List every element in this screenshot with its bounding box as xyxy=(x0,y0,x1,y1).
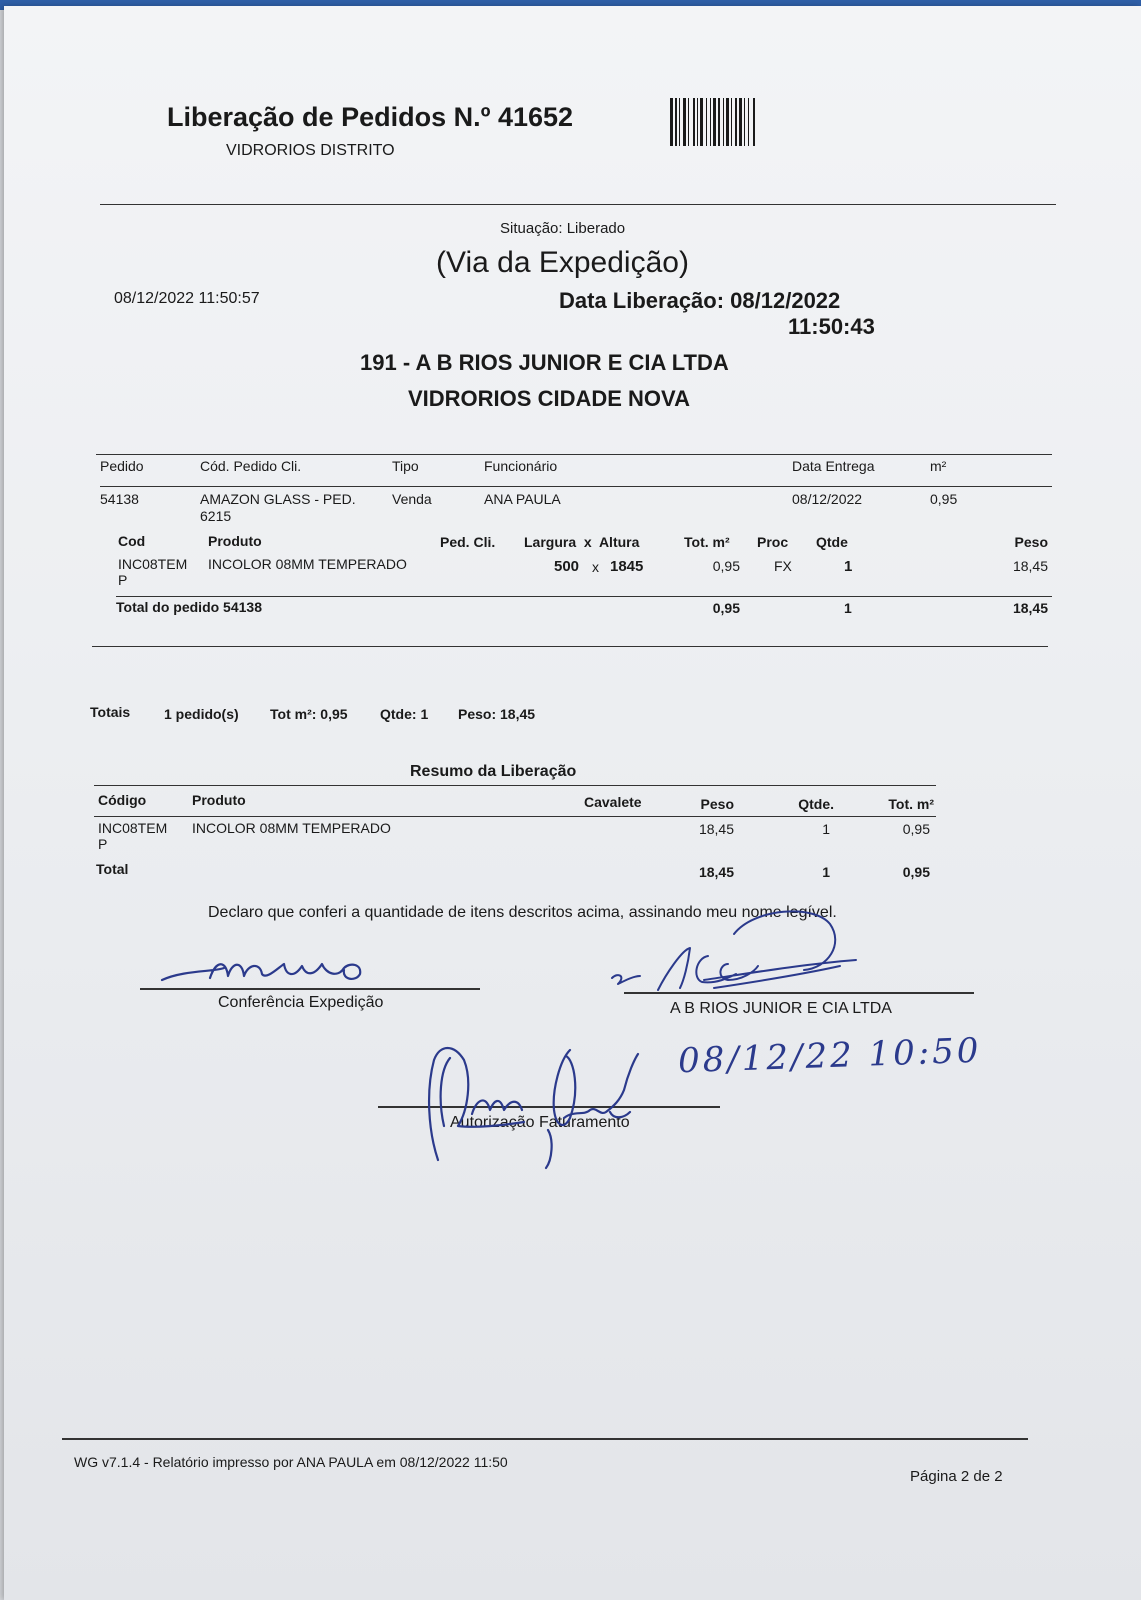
conferencia-label: Conferência Expedição xyxy=(218,994,384,1011)
item-header-qtde: Qtde xyxy=(816,534,848,550)
summary-peso: 18,45 xyxy=(698,821,734,837)
summary-total-label: Total xyxy=(96,861,129,877)
barcode-bar xyxy=(697,98,698,146)
order-m2: 0,95 xyxy=(930,491,958,507)
barcode-bar xyxy=(706,98,707,146)
barcode-bar xyxy=(718,98,720,146)
copy-type: (Via da Expedição) xyxy=(436,246,689,279)
barcode-bar xyxy=(710,98,711,146)
order-total-label: Total do pedido 54138 xyxy=(116,599,262,615)
item-dimension-separator: x xyxy=(592,559,599,575)
item-qtde: 1 xyxy=(844,558,853,575)
totals-peso: Peso: 18,45 xyxy=(458,706,536,722)
conferencia-signature xyxy=(154,950,394,990)
document-title: Liberação de Pedidos N.º 41652 xyxy=(167,102,574,132)
order-table-top-line xyxy=(96,454,1052,455)
barcode-bar xyxy=(726,98,729,146)
autorizacao-label: Autorização Faturamento xyxy=(450,1114,630,1131)
totals-m2: Tot m²: 0,95 xyxy=(270,706,348,722)
totals-label: Totais xyxy=(90,704,131,720)
col-header-cod-pedido-cli: Cód. Pedido Cli. xyxy=(200,458,302,474)
footer-printed-by: WG v7.1.4 - Relatório impresso por ANA PAULA em 08/12/2022 11:50 xyxy=(74,1454,508,1470)
summary-header-line xyxy=(94,816,936,817)
barcode-bar xyxy=(693,98,695,146)
summary-top-line xyxy=(94,785,936,786)
footer-page-number: Página 2 de 2 xyxy=(910,1468,1003,1485)
item-height: 1845 xyxy=(610,558,644,575)
summary-tot-m2: 0,95 xyxy=(902,821,930,837)
item-peso: 18,45 xyxy=(1012,558,1048,574)
order-type: Venda xyxy=(392,491,432,507)
autorizacao-signature xyxy=(414,1030,654,1170)
summary-header-codigo: Código xyxy=(98,792,147,808)
summary-total-qtde: 1 xyxy=(822,864,830,880)
col-header-m2: m² xyxy=(930,458,947,474)
order-table-header-line xyxy=(100,486,1052,487)
col-header-data-entrega: Data Entrega xyxy=(792,458,875,474)
client-order-code: AMAZON GLASS - PED. xyxy=(200,491,356,507)
client-signature xyxy=(604,904,884,996)
barcode-bar xyxy=(700,98,703,146)
document-page xyxy=(4,6,1141,1600)
delivery-date: 08/12/2022 xyxy=(792,491,863,507)
release-time: 11:50:43 xyxy=(788,314,875,339)
summary-total-tot-m2: 0,95 xyxy=(902,864,930,880)
barcode-bar xyxy=(679,98,680,146)
item-header-peso: Peso xyxy=(1014,534,1048,550)
barcode-bar xyxy=(744,98,745,146)
summary-header-tot-m2: Tot. m² xyxy=(888,796,934,812)
item-header-produto: Produto xyxy=(208,533,262,549)
barcode-bar xyxy=(753,98,755,146)
item-header-tot-m2: Tot. m² xyxy=(684,534,730,550)
order-total-peso: 18,45 xyxy=(1012,600,1048,616)
summary-code: INC08TEM xyxy=(98,820,168,836)
handwritten-date: 08/12/22 10:50 xyxy=(677,1030,983,1082)
item-width: 500 xyxy=(554,558,580,575)
order-table-bottom-line xyxy=(92,646,1048,647)
item-header-cod: Cod xyxy=(118,533,146,549)
summary-title: Resumo da Liberação xyxy=(410,763,577,780)
client-order-code-cont: 6215 xyxy=(200,508,232,524)
client-store: VIDRORIOS CIDADE NOVA xyxy=(408,386,690,411)
order-total-qtde: 1 xyxy=(844,600,852,616)
totals-orders: 1 pedido(s) xyxy=(164,706,239,722)
order-total-m2: 0,95 xyxy=(712,600,740,616)
summary-header-qtde: Qtde. xyxy=(798,796,834,812)
print-datetime: 08/12/2022 11:50:57 xyxy=(114,290,260,307)
footer-divider xyxy=(62,1438,1028,1440)
order-number: 54138 xyxy=(100,491,139,507)
item-header-largura-altura: Largura x Altura xyxy=(524,534,640,550)
col-header-funcionario: Funcionário xyxy=(484,458,558,474)
company-name: VIDRORIOS DISTRITO xyxy=(226,142,395,159)
item-tot-m2: 0,95 xyxy=(712,558,740,574)
summary-product: INCOLOR 08MM TEMPERADO xyxy=(192,820,391,836)
declaration-text: Declaro que conferi a quantidade de itens descritos acima, assinando meu nome legível. xyxy=(208,904,837,921)
item-header-proc: Proc xyxy=(757,534,789,550)
item-header-ped-cli: Ped. Cli. xyxy=(440,534,496,550)
order-employee: ANA PAULA xyxy=(484,491,561,507)
summary-header-produto: Produto xyxy=(192,792,246,808)
totals-qtde: Qtde: 1 xyxy=(380,706,429,722)
item-code-cont: P xyxy=(118,572,128,588)
barcode-bar xyxy=(675,98,677,146)
barcode-bar xyxy=(731,98,732,146)
barcode-bar xyxy=(748,98,749,146)
barcode-bar xyxy=(683,98,686,146)
barcode-bar xyxy=(739,98,742,146)
barcode xyxy=(668,96,840,148)
order-total-line xyxy=(116,596,1052,597)
summary-header-peso: Peso xyxy=(700,796,734,812)
item-code: INC08TEM xyxy=(118,556,188,572)
summary-total-peso: 18,45 xyxy=(698,864,734,880)
client-name: 191 - A B RIOS JUNIOR E CIA LTDA xyxy=(360,350,729,375)
barcode-bar xyxy=(713,98,716,146)
col-header-pedido: Pedido xyxy=(100,458,144,474)
item-proc: FX xyxy=(774,558,792,574)
item-product: INCOLOR 08MM TEMPERADO xyxy=(208,556,407,572)
barcode-bar xyxy=(723,98,724,146)
barcode-bar xyxy=(735,98,737,146)
header-divider xyxy=(100,204,1056,205)
col-header-tipo: Tipo xyxy=(392,458,419,474)
barcode-bar xyxy=(670,98,673,146)
status-label: Situação: Liberado xyxy=(500,220,626,237)
summary-qtde: 1 xyxy=(822,821,830,837)
client-signature-label: A B RIOS JUNIOR E CIA LTDA xyxy=(670,1000,892,1017)
summary-code-cont: P xyxy=(98,836,108,852)
barcode-bar xyxy=(688,98,689,146)
summary-header-cavalete: Cavalete xyxy=(584,794,642,810)
release-date: Data Liberação: 08/12/2022 xyxy=(559,288,841,313)
